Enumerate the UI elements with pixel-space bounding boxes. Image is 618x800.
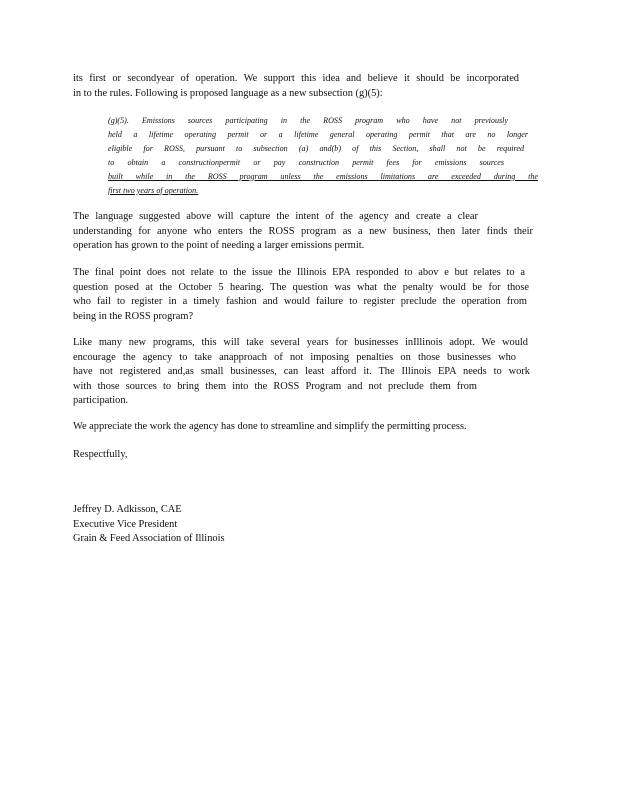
signature-organization: Grain & Feed Association of Illinois — [73, 533, 225, 545]
paragraph-3 — [73, 336, 533, 409]
quote-line: held a lifetime operating permit or a lifetime general operating permit that are no longer — [108, 129, 528, 139]
signature-block — [73, 503, 225, 547]
quote-line: (g)(5). Emissions sources participating in the ROSS program who have not previously — [108, 116, 508, 125]
text-line: being in the ROSS program? — [73, 310, 194, 322]
paragraph-1 — [73, 210, 533, 254]
text-line: its first or secondyear of operation. We support this idea and believe it should be incorporated — [73, 73, 519, 84]
quote-line: eligible for ROSS, pursuant to subsection (a) and(b) of this Section, shall not be required — [108, 143, 524, 153]
quote-line: first two years of operation. — [108, 185, 199, 195]
text-line: have not registered and,as small businesses, can least afford it. The Illinois EPA needs to work — [73, 366, 530, 378]
quote-line: built while in the ROSS program unless the emissions limitations are exceeded during the — [108, 171, 538, 181]
text-line: encourage the agency to take anapproach of not imposing penalties on those businesses who — [73, 351, 516, 363]
closing-text: Respectfully, — [73, 449, 128, 460]
closing — [73, 448, 533, 463]
paragraph-4 — [73, 420, 533, 435]
quote-line: to obtain a constructionpermit or pay construction permit fees for emissions sources — [108, 157, 504, 167]
text-line: The final point does not relate to the issue the Illinois EPA responded to abov e but relates to a — [73, 267, 525, 278]
text-line: operation has grown to the point of needing a larger emissions permit. — [73, 240, 365, 252]
text-line: with those sources to bring them into the ROSS Program and not preclude them from — [73, 380, 477, 392]
paragraph-2 — [73, 266, 533, 324]
text-line: who fail to register in a timely fashion and would failure to register preclude the operation from — [73, 296, 527, 308]
proposed-language-quote — [108, 114, 538, 197]
text-line: participation. — [73, 395, 129, 407]
text-line: The language suggested above will capture the intent of the agency and create a clear — [73, 211, 478, 222]
text-line: understanding for anyone who enters the ROSS program as a new business, then later finds their — [73, 225, 533, 237]
signature-name: Jeffrey D. Adkisson, CAE — [73, 504, 182, 515]
text-line: Like many new programs, this will take several years for businesses inIllinois adopt. We would — [73, 337, 528, 348]
text-line: question posed at the October 5 hearing. The question was what the penalty would be for those — [73, 281, 529, 293]
intro-paragraph — [73, 72, 533, 101]
signature-title: Executive Vice President — [73, 518, 178, 530]
text-line: We appreciate the work the agency has done to streamline and simplify the permitting process. — [73, 421, 467, 432]
text-line: in to the rules. Following is proposed language as a new subsection (g)(5): — [73, 87, 383, 99]
